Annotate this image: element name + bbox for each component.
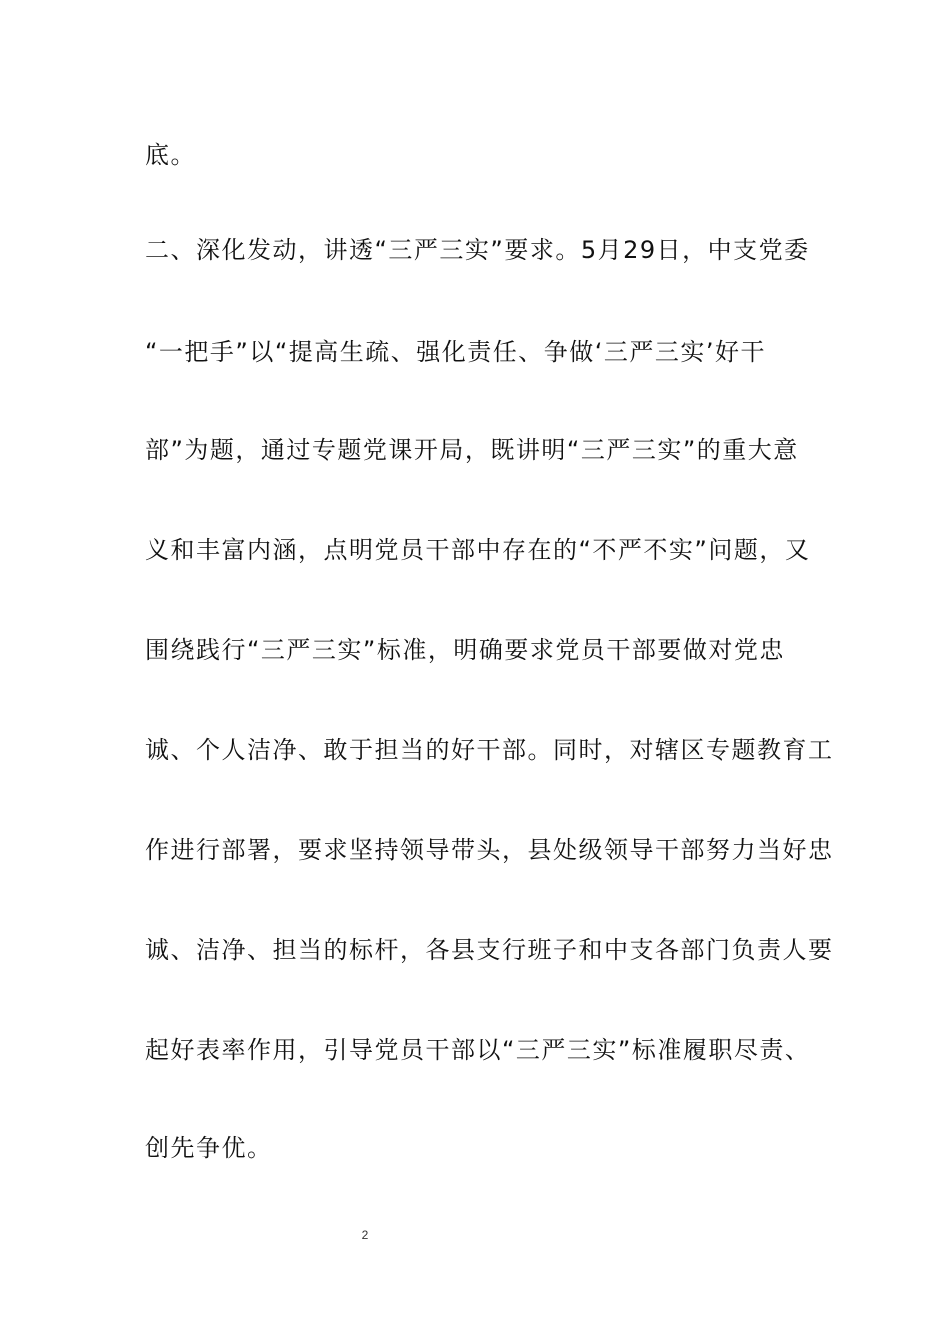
text-line: 义和丰富内涵，点明党员干部中存在的“不严不实”问题，又 [145, 536, 811, 564]
text-line: 部”为题，通过专题党课开局，既讲明“三严三实”的重大意 [145, 436, 799, 464]
text-line: 创先争优。 [145, 1134, 273, 1162]
text-line: 作进行部署，要求坚持领导带头，县处级领导干部努力当好忠 [145, 836, 834, 864]
text-line: 诚、个人洁净、敢于担当的好干部。同时，对辖区专题教育工 [145, 736, 834, 764]
text-line: “一把手”以“提高生疏、强化责任、争做‘三严三实’好干 [145, 338, 767, 366]
text-line: 起好表率作用，引导党员干部以“三严三实”标准履职尽责、 [145, 1036, 811, 1064]
page-number: 2 [361, 1228, 369, 1242]
text-line: 底。 [145, 141, 196, 169]
text-line: 围绕践行“三严三实”标准，明确要求党员干部要做对党忠 [145, 636, 785, 664]
text-line: 诚、洁净、担当的标杆，各县支行班子和中支各部门负责人要 [145, 936, 834, 964]
text-line: 二、深化发动，讲透“三严三实”要求。5月29日，中支党委 [145, 236, 810, 264]
